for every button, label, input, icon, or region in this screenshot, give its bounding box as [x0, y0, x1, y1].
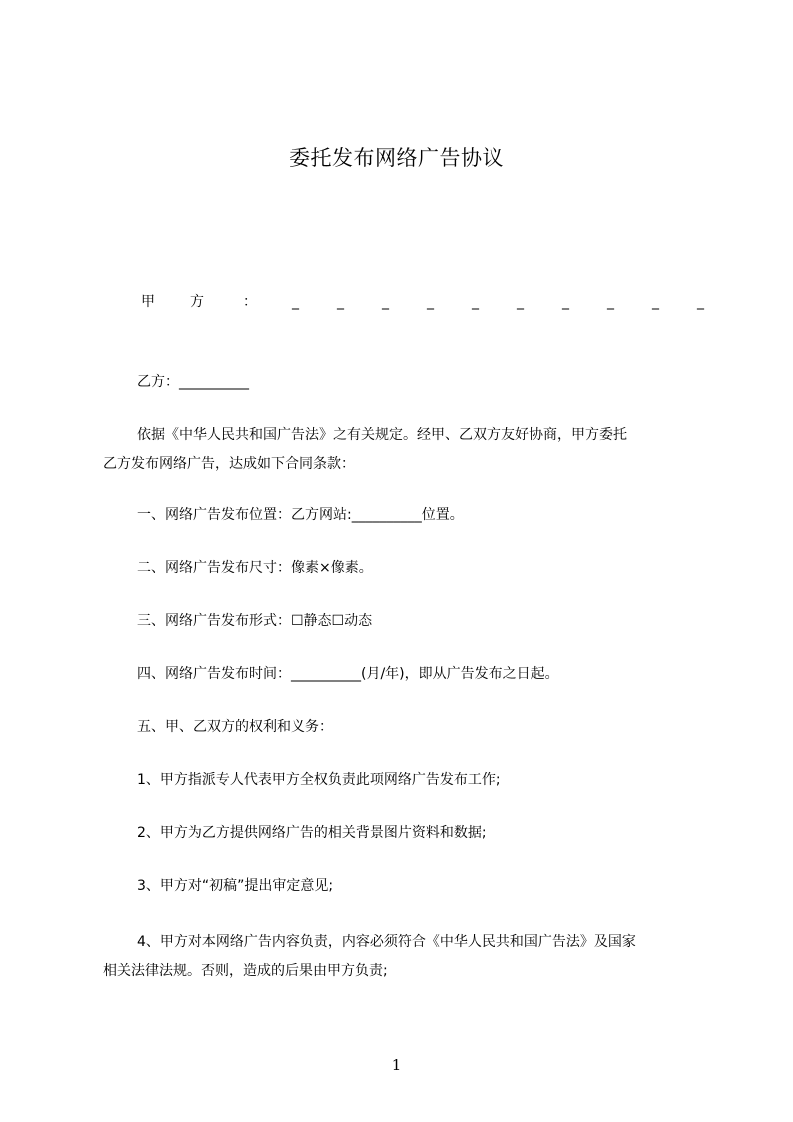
- blank-mark: _: [697, 294, 704, 310]
- clause-3: 三、网络广告发布形式：☐静态☐动态: [137, 613, 373, 629]
- blank-mark: _: [607, 294, 614, 310]
- item-4-line-2: 相关法律法规。否则，造成的后果由甲方负责;: [103, 963, 388, 979]
- blank-mark: _: [382, 294, 389, 310]
- blank-mark: _: [337, 294, 344, 310]
- page-number: 1: [391, 1056, 402, 1074]
- clause-1: 一、网络广告发布位置：乙方网站:__________位置。: [137, 507, 464, 523]
- party-a-blank: [292, 292, 707, 312]
- party-a-label-char1: 甲: [141, 294, 155, 310]
- blank-mark: _: [292, 294, 299, 310]
- party-a-line: [137, 292, 707, 312]
- party-a-label-char2: 方: [190, 294, 204, 310]
- document-title: 委托发布网络广告协议: [289, 146, 504, 170]
- clause-5: 五、甲、乙双方的权利和义务：: [137, 719, 333, 735]
- item-1: 1、甲方指派专人代表甲方全权负责此项网络广告发布工作;: [137, 772, 501, 788]
- blank-mark: _: [652, 294, 659, 310]
- item-4-line-1: 4、甲方对本网络广告内容负责，内容必须符合《中华人民共和国广告法》及国家: [137, 934, 636, 950]
- party-a-colon: ：: [243, 294, 257, 310]
- clause-2: 二、网络广告发布尺寸：像素×像素。: [137, 560, 373, 576]
- party-b-line: 乙方：__________: [137, 374, 249, 390]
- clause-4: 四、网络广告发布时间：__________(月/年)，即从广告发布之日起。: [137, 666, 559, 682]
- intro-line-2: 乙方发布网络广告，达成如下合同条款：: [103, 456, 355, 472]
- blank-mark: _: [427, 294, 434, 310]
- item-2: 2、甲方为乙方提供网络广告的相关背景图片资料和数据;: [137, 825, 487, 841]
- blank-mark: _: [472, 294, 479, 310]
- blank-mark: _: [517, 294, 524, 310]
- intro-line-1: 依据《中华人民共和国广告法》之有关规定。经甲、乙双方友好协商，甲方委托: [137, 427, 627, 443]
- blank-mark: _: [562, 294, 569, 310]
- item-3: 3、甲方对“初稿”提出审定意见;: [137, 878, 334, 894]
